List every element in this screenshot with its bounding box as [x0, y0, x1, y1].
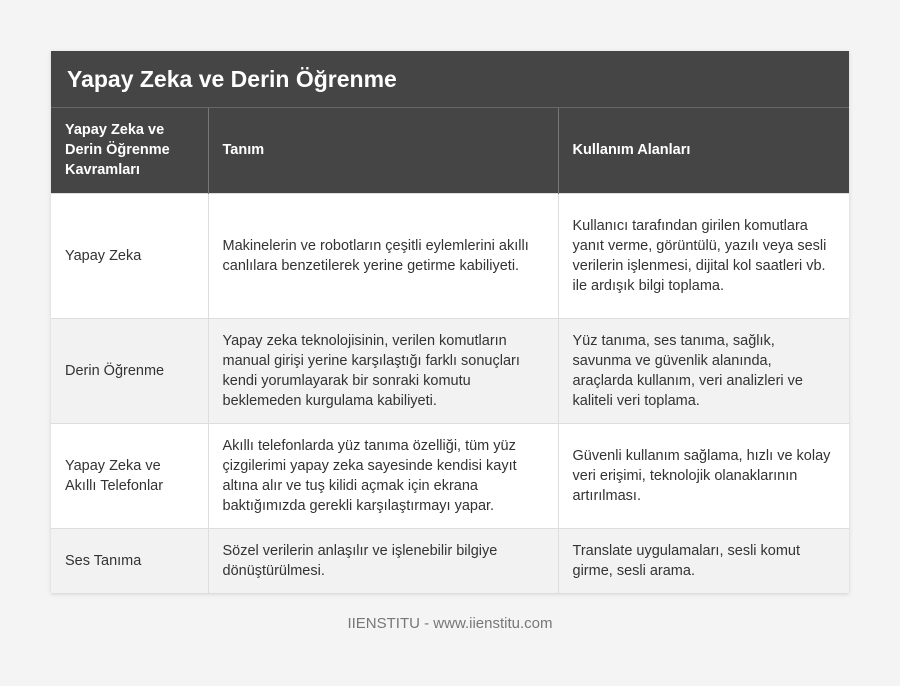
cell-concept: Derin Öğrenme [51, 318, 208, 423]
cell-definition: Akıllı telefonlarda yüz tanıma özelliği, tüm yüz çizgilerimi yapay zeka sayesinde kendisi kayıt altına alır ve tuş kilidi açmak için ekrana baktığımızda gerekli karşılaştırmayı yapar. [208, 423, 558, 528]
cell-definition: Sözel verilerin anlaşılır ve işlenebilir bilgiye dönüştürülmesi. [208, 528, 558, 593]
cell-concept: Yapay Zeka ve Akıllı Telefonlar [51, 423, 208, 528]
cell-definition: Makinelerin ve robotların çeşitli eylemlerini akıllı canlılara benzetilerek yerine getirme kabiliyeti. [208, 193, 558, 318]
header-row [51, 108, 849, 193]
cell-usage: Kullanıcı tarafından girilen komutlara yanıt verme, görüntülü, yazılı veya sesli verilerin işlenmesi, dijital kol saatleri vb. ile ardışık bilgi toplama. [558, 193, 849, 318]
cell-usage: Güvenli kullanım sağlama, hızlı ve kolay veri erişimi, teknolojik olanaklarının artırılması. [558, 423, 849, 528]
footer-credit: IIENSTITU - www.iienstitu.com [347, 615, 553, 632]
table-card [51, 51, 849, 593]
table-row [51, 318, 849, 423]
header-usage: Kullanım Alanları [558, 108, 849, 193]
table-title: Yapay Zeka ve Derin Öğrenme [51, 51, 849, 108]
cell-concept: Ses Tanıma [51, 528, 208, 593]
table-row [51, 528, 849, 593]
cell-usage: Yüz tanıma, ses tanıma, sağlık, savunma ve güvenlik alanında, araçlarda kullanım, veri analizleri ve kaliteli veri toplama. [558, 318, 849, 423]
cell-definition: Yapay zeka teknolojisinin, verilen komutların manual girişi yerine karşılaştığı farklı sonuçları kendi yorumlayarak bir sonraki komutu beklemeden kurgulama kabiliyeti. [208, 318, 558, 423]
table-row [51, 423, 849, 528]
cell-usage: Translate uygulamaları, sesli komut girme, sesli arama. [558, 528, 849, 593]
cell-concept: Yapay Zeka [51, 193, 208, 318]
concepts-table [51, 108, 849, 593]
header-definition: Tanım [208, 108, 558, 193]
header-concept: Yapay Zeka ve Derin Öğrenme Kavramları [51, 108, 208, 193]
table-row [51, 193, 849, 318]
